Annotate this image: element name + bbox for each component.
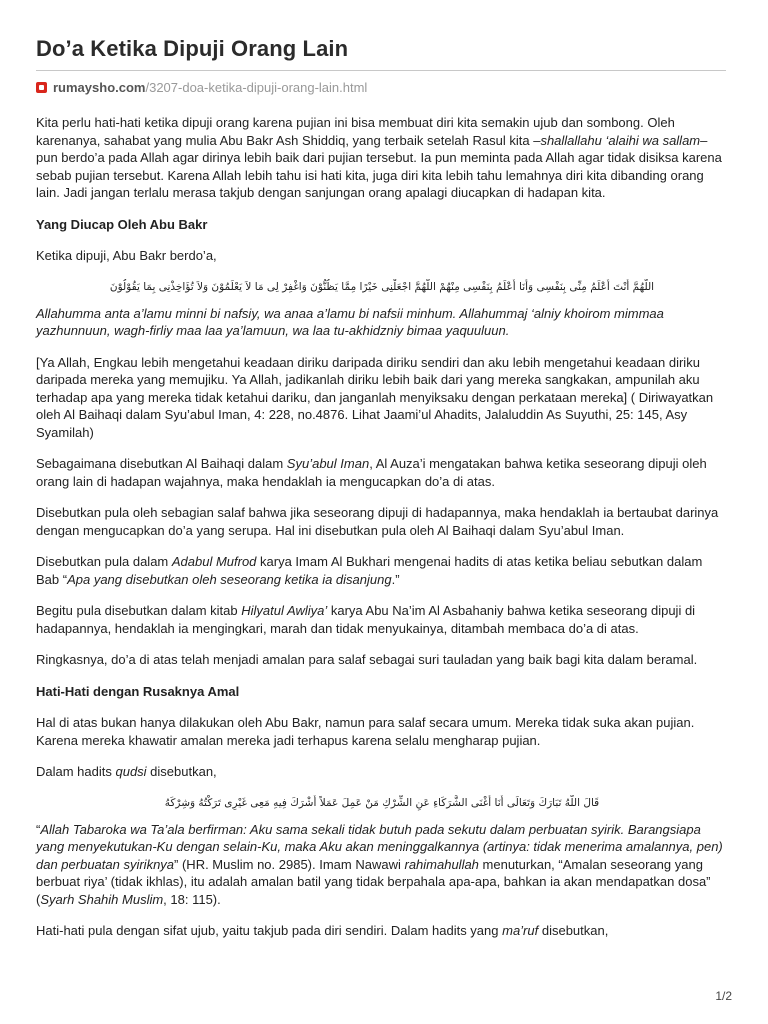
- paragraph-hilyatul-awliya: Begitu pula disebutkan dalam kitab Hilyatul Awliya’ karya Abu Na’im Al Asbahaniy bahwa ketika seseorang dipuji di hadapannya, hendaklah ia mengingkari, marah dan tidak menyukainya, ditambah membaca do’a di atas.: [36, 603, 696, 636]
- page-title: Do’a Ketika Dipuji Orang Lain: [36, 36, 349, 61]
- paragraph-hadits-translation: “Allah Tabaroka wa Ta’ala berfirman: Aku sama sekali tidak butuh pada sekutu dalam perbuatan syirik. Barangsiapa yang menyekutukan-Ku dengan selain-Ku, maka Aku akan meninggalkannya (artinya: tidak menerima amalannya, pen) dan perbuatan syiriknya” (HR. Muslim no. 2985). Imam Nawawi rahimahullah menuturkan, “Amalan seseorang yang berbuat riya’ (tidak ikhlas), itu adalah amalan batil yang tidak berpahala apa-apa, bahkan ia akan mendapatkan dosa” (Syarh Shahih Muslim, 18: 115).: [36, 821, 723, 907]
- section-heading-rusaknya-amal: Hati-Hati dengan Rusaknya Amal: [36, 683, 240, 699]
- arabic-doa: اللَّهُمَّ أَنْتَ أَعْلَمُ مِنِّى بِنَفْسِى وَأَنَا أَعْلَمُ بِنَفْسِى مِنْهُمْ اللَّهُمَّ اجْعَلْنِى خَيْرًا مِمَّا يَظُنُّوْنَ وَاغْفِرْ لِى مَا لاَ يَعْلَمُوْنَ وَلاَ تُؤَاخِذْنِى بِمَا يَقُوْلُوْنَ: [109, 280, 655, 293]
- doa-translation: [Ya Allah, Engkau lebih mengetahui keadaan diriku daripada diriku sendiri dan aku lebih mengetahui keadaan diriku daripada mereka yang memujiku. Ya Allah, jadikanlah diriku lebih baik dari yang mereka sangkakan, ampunilah aku terhadap apa yang mereka tidak ketahui dariku, dan janganlah menyiksaku dengan perkataan mereka] ( Diriwayatkan oleh Al Baihaqi dalam Syu’abul Iman, 4: 228, no.4876. Lihat Jaami’ul Ahadits, Jalaluddin As Suyuthi, 25: 145, Asy Syamilah): [36, 354, 714, 440]
- paragraph-adabul-mufrod: Disebutkan pula dalam Adabul Mufrod karya Imam Al Bukhari mengenai hadits di atas ketika beliau sebutkan dalam Bab “Apa yang disebutkan oleh seseorang ketika ia disanjung.”: [36, 554, 703, 587]
- intro-paragraph: Kita perlu hati-hati ketika dipuji orang karena pujian ini bisa membuat diri kita semakin ujub dan sombong. Oleh karenanya, sahabat yang mulia Abu Bakr Ash Shiddiq, yang terbaik setelah Rasul kita –shallallahu ‘alaihi wa sallam– pun berdo’a pada Allah agar dirinya lebih baik dari pujian tersebut. Ia pun meminta pada Allah agar tidak disiksa karena sebab pujian tersebut. Karena Allah lebih tahu isi hati kita, juga diri kita lebih tahu lemahnya diri kita dibanding orang lain. Jadi jangan terlalu merasa takjub dengan sanjungan orang apalagi diucapkan di hadapan kita.: [36, 115, 722, 200]
- doa-transliteration: Allahumma anta a’lamu minni bi nafsiy, wa anaa a’lamu bi nafsii minhum. Allahummaj ‘alniy khoirom mimmaa yazhunnuun, wagh-firliy maa laa ya’lamuun, wa laa tu-akhidzniy bimaa yaquuluun.: [36, 305, 664, 338]
- page-number: 1/2: [715, 989, 732, 1003]
- paragraph-summary: Ringkasnya, do’a di atas telah menjadi amalan para salaf sebagai suri tauladan yang baik bagi kita dalam beramal.: [36, 652, 698, 667]
- source-path[interactable]: /3207-doa-ketika-dipuji-orang-lain.html: [145, 80, 368, 95]
- paragraph-ujub: Hati-hati pula dengan sifat ujub, yaitu takjub pada diri sendiri. Dalam hadits yang ma’ruf disebutkan,: [36, 923, 609, 938]
- arabic-hadits-qudsi: قَالَ اللَّهُ تَبَارَكَ وَتَعَالَى أَنَا أَغْنَى الشُّرَكَاءِ عَنِ الشِّرْكِ مَنْ عَمِلَ عَمَلاً أَشْرَكَ فِيهِ مَعِى غَيْرِى تَرَكْتُهُ وَشِرْكَهُ: [164, 796, 600, 809]
- site-favicon-icon: [36, 82, 47, 93]
- paragraph-hadits-qudsi-lead: Dalam hadits qudsi disebutkan,: [36, 764, 217, 779]
- source-domain[interactable]: rumaysho.com: [53, 80, 146, 95]
- doa-lead: Ketika dipuji, Abu Bakr berdo’a,: [36, 248, 217, 263]
- title-divider: [36, 70, 726, 71]
- source-line[interactable]: [36, 80, 367, 95]
- paragraph-baihaqi: Sebagaimana disebutkan Al Baihaqi dalam Syu’abul Iman, Al Auza’i mengatakan bahwa ketika seseorang dipuji oleh orang lain di hadapan wajahnya, maka hendaklah ia mengucapkan do’a di atas.: [36, 456, 707, 489]
- section-heading-abu-bakr: Yang Diucap Oleh Abu Bakr: [36, 216, 208, 232]
- paragraph-salaf: Disebutkan pula oleh sebagian salaf bahwa jika seseorang dipuji di hadapannya, maka hendaklah ia bertaubat darinya dengan mengucapkan do’a yang serupa. Hal ini disebutkan pula oleh Al Baihaqi dalam Syu’abul Iman.: [36, 505, 719, 538]
- paragraph-salaf-general: Hal di atas bukan hanya dilakukan oleh Abu Bakr, namun para salaf secara umum. Mereka tidak suka akan pujian. Karena mereka khawatir amalan mereka jadi terhapus karena selalu mengharap pujian.: [36, 715, 695, 748]
- article-body: [36, 114, 728, 954]
